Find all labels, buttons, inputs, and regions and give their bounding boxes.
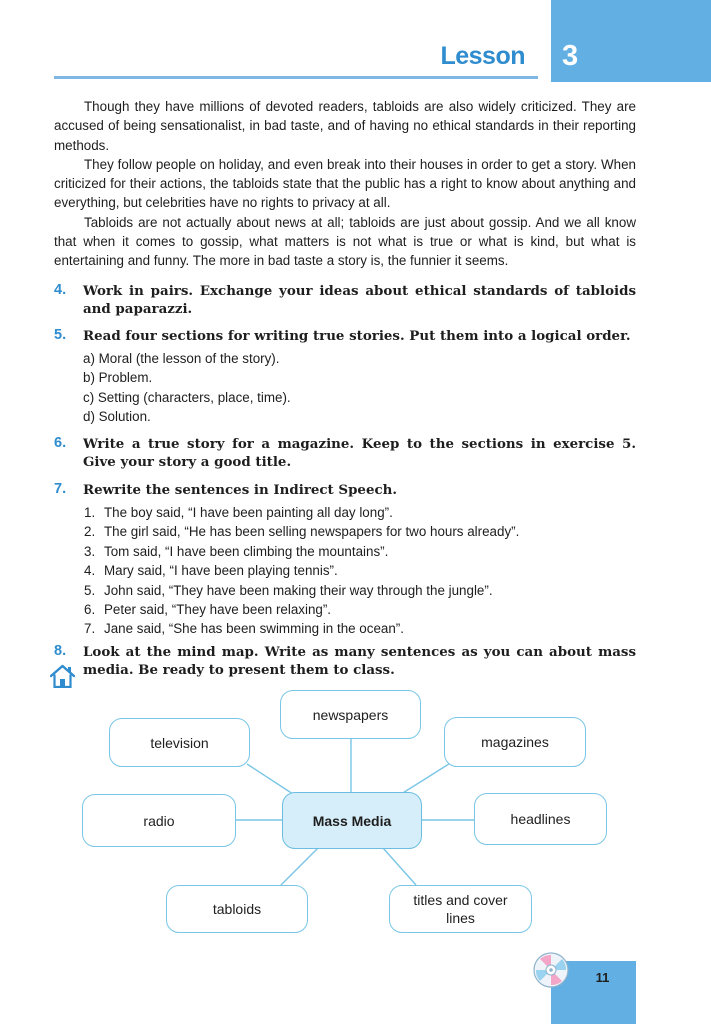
reading-paragraph: They follow people on holiday, and even break into their houses in order to get a story. When criticized for their actions, the tabloids state that the public has a right to know about anything and everything, but celebrities have no rights to privacy at all. — [54, 156, 636, 211]
reading-paragraph: Though they have millions of devoted readers, tabloids are also widely criticized. They are accused of being sensationalist, in bad taste, and of having no ethical standards in their reporting methods. — [54, 99, 636, 153]
exercise-number: 5. — [54, 327, 67, 343]
reading-paragraph: Tabloids are not actually about news at all; tabloids are just about gossip. And we all know that when it comes to gossip, what matters is not what is true or what is kind, but what is entertaining and funny. The more in bad taste a story is, the funnier it seems. — [54, 214, 636, 269]
item-number: 1. — [84, 505, 96, 520]
item-text: John said, “They have been making their way through the jungle”. — [104, 582, 493, 598]
item-number: 6. — [84, 602, 96, 618]
item-number: 4. — [84, 563, 96, 579]
page-number: 11 — [595, 970, 610, 985]
node-tabloids: tabloids — [166, 885, 308, 933]
list-item: a) Moral (the lesson of the story). — [83, 351, 280, 366]
node-television: television — [109, 718, 250, 767]
exercise-instruction: Write a true story for a magazine. Keep to the sections in exercise 5. Give your story a good title. — [83, 436, 636, 470]
item-text: The girl said, “He has been selling newspapers for two hours already”. — [104, 524, 520, 540]
exercise-number: 6. — [54, 435, 67, 451]
list-item: c) Setting (characters, place, time). — [83, 389, 291, 405]
item-text: Jane said, “She has been swimming in the ocean”. — [104, 621, 404, 637]
list-item: d) Solution. — [83, 409, 151, 425]
node-radio: radio — [82, 794, 236, 847]
exercise-instruction: Look at the mind map. Write as many sentences as you can about mass media. Be ready to present them to class. — [83, 644, 636, 678]
list-item: b) Problem. — [83, 370, 153, 386]
item-number: 5. — [84, 582, 96, 598]
item-text: Peter said, “They have been relaxing”. — [104, 602, 332, 618]
exercise-instruction: Read four sections for writing true stories. Put them into a logical order. — [83, 328, 631, 344]
item-number: 3. — [84, 543, 96, 559]
lesson-label: Lesson — [440, 42, 525, 70]
exercise-number: 7. — [54, 481, 67, 497]
node-mass-media: Mass Media — [282, 792, 422, 849]
item-text: Mary said, “I have been playing tennis”. — [104, 563, 338, 579]
exercise-number: 8. — [54, 643, 67, 659]
item-number: 2. — [84, 524, 96, 540]
item-number: 7. — [84, 621, 96, 637]
item-text: The boy said, “I have been painting all day long”. — [104, 505, 393, 520]
node-newspapers: newspapers — [280, 690, 421, 739]
node-titles-and-cover-lines: titles and cover lines — [389, 885, 532, 933]
exercise-instruction: Work in pairs. Exchange your ideas about ethical standards of tabloids and paparazzi. — [83, 283, 636, 317]
exercise-instruction: Rewrite the sentences in Indirect Speech. — [83, 482, 398, 498]
node-headlines: headlines — [474, 793, 607, 845]
exercise-number: 4. — [54, 282, 67, 298]
lesson-number: 3 — [562, 40, 579, 72]
node-magazines: magazines — [444, 717, 586, 767]
item-text: Tom said, “I have been climbing the mountains”. — [104, 543, 389, 559]
